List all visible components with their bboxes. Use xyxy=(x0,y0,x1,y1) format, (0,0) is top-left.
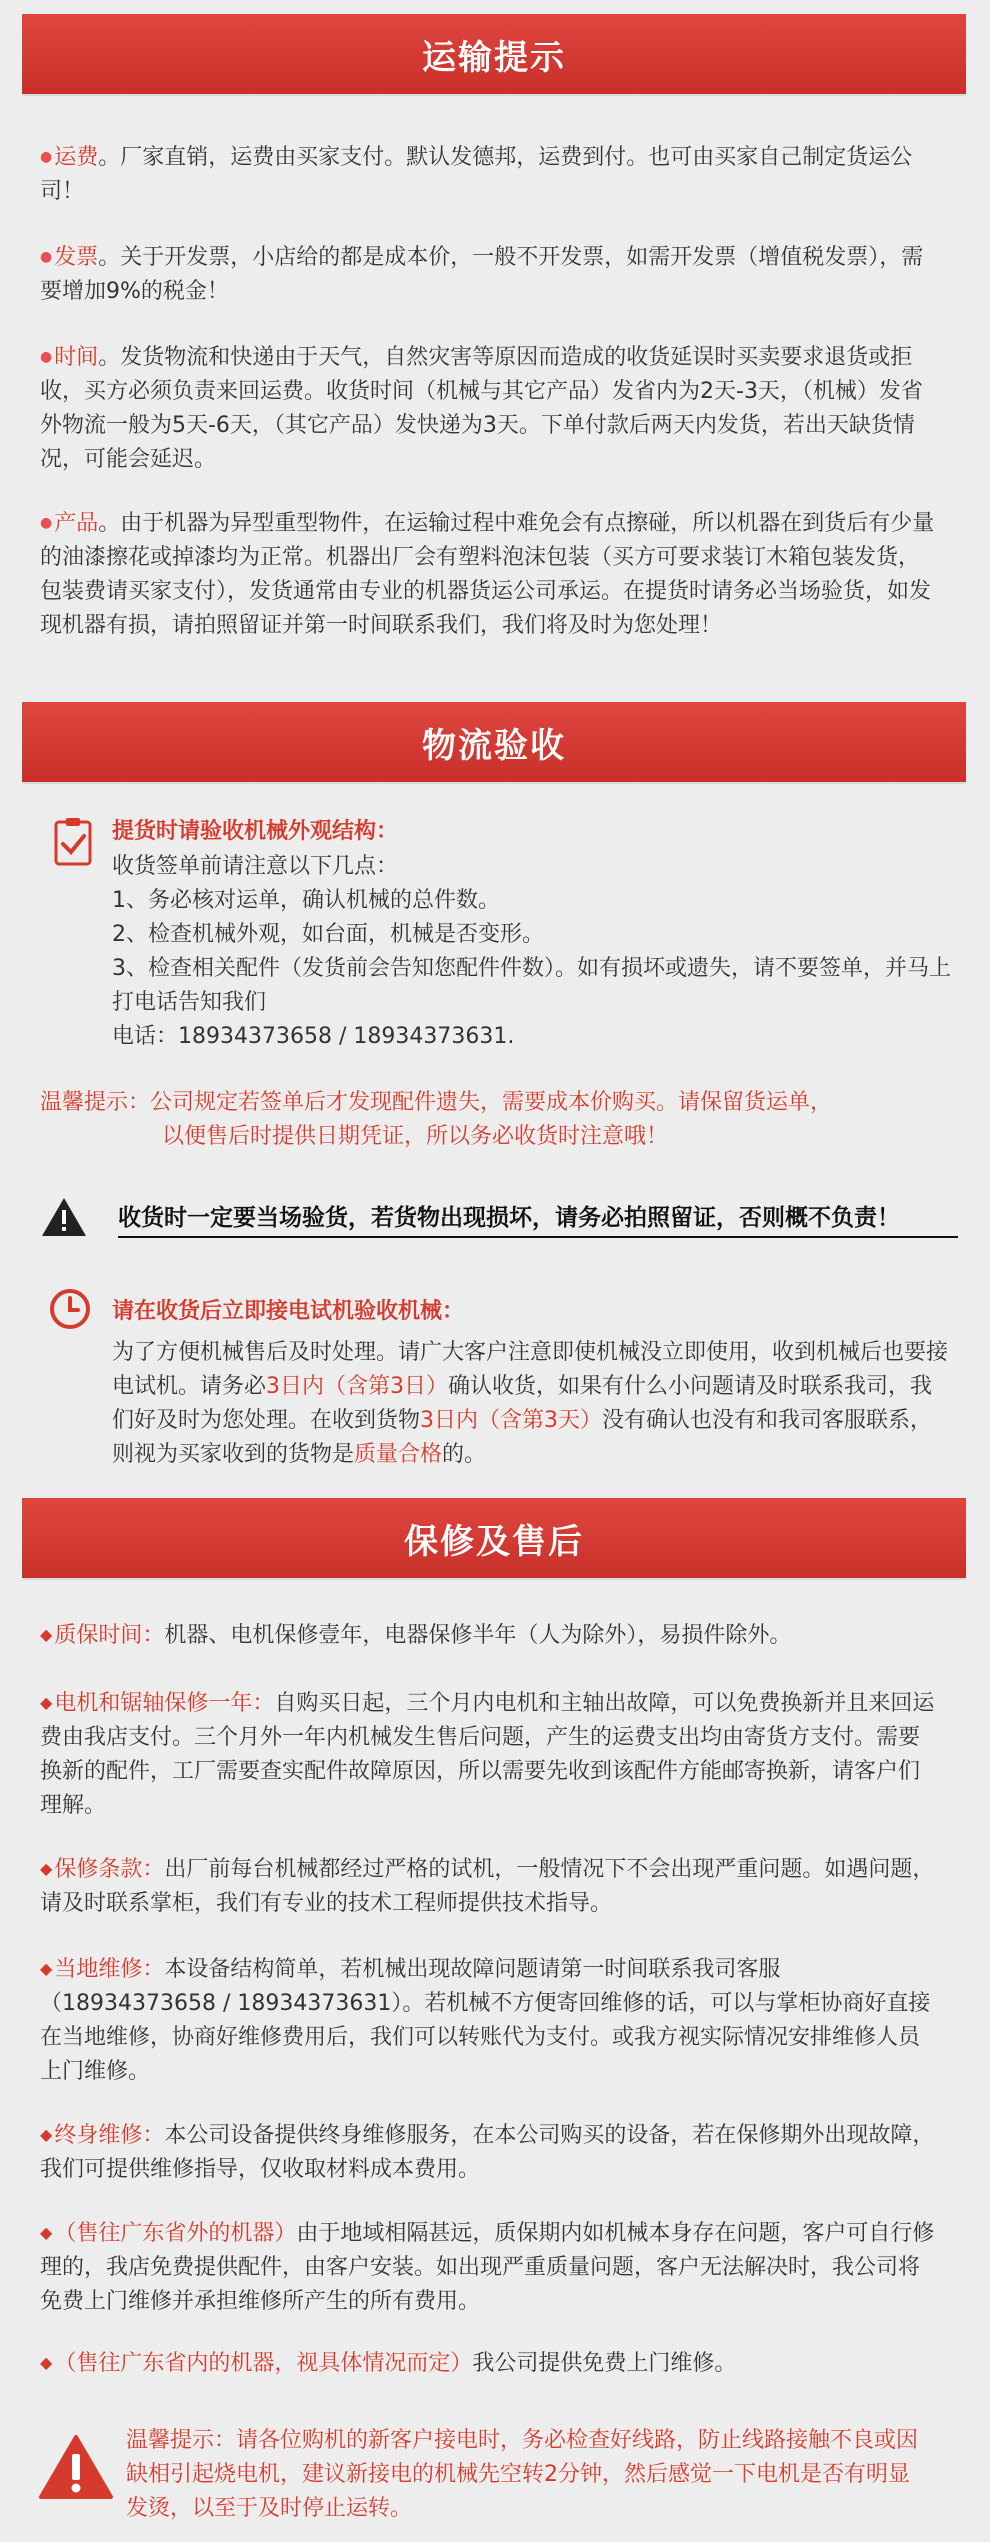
section-banner-logistics: 物流验收 xyxy=(22,702,966,782)
warranty-text: 本设备结构简单，若机械出现故障问题请第一时间联系我司客服（18934373658 / 18934373631）。若机械不方便寄回维修的话，可以与掌柜协商好直接在当地维修，协商好维修费用后，我们可以转账代为支付。或我方视实际情况安排维修人员上门维修。 xyxy=(40,1957,931,2084)
product-text: 。由于机器为异型重型物件，在运输过程中难免会有点擦碰，所以机器在到货后有少量的油漆擦花或掉漆均为正常。机器出厂会有塑料泡沫包装（买方可要求装订木箱包装发货，包装费请买家支付），发货通常由专业的机器货运公司承运。在提货时请务必当场验货，如发现机器有损，请拍照留证并第一时间联系我们，我们将及时为您处理！ xyxy=(40,511,935,638)
warranty-label: 质保时间： xyxy=(54,1623,165,1648)
bullet-icon: ● xyxy=(40,515,53,531)
warning-triangle-icon xyxy=(40,1196,88,1242)
warranty-item-2 xyxy=(40,1686,940,1823)
clipboard-check-icon xyxy=(52,816,96,872)
check-heading: 提货时请验收机械外观结构： xyxy=(112,819,399,844)
warranty-item-7 xyxy=(40,2346,940,2381)
test-heading: 请在收货后立即接电试机验收机械： xyxy=(112,1299,465,1324)
test-red-1: 3日内（含第3日） xyxy=(266,1374,449,1399)
test-text-4: 的。 xyxy=(442,1442,487,1467)
invoice-text: 。关于开发票，小店给的都是成本价，一般不开发票，如需开发票（增值税发票），需要增加9%的税金！ xyxy=(40,245,924,304)
fee-text: 。厂家直销，运费由买家支付。默认发德邦，运费到付。也可由买家自己制定货运公司！ xyxy=(40,145,913,204)
test-text-3: 没有确认也没有和我司客服联系，则视为买家收到的货物是 xyxy=(112,1408,933,1467)
bullet-icon: ● xyxy=(40,349,53,365)
warranty-label: 电机和锯轴保修一年： xyxy=(54,1691,275,1716)
time-text: 。发货物流和快递由于天气，自然灾害等原因而造成的收货延误时买卖要求退货或拒收，买方必须负责来回运费。收货时间（机械与其它产品）发省内为2天-3天，（机械）发省外物流一般为5天-6天，（其它产品）发快递为3天。下单付款后两天内发货，若出天缺货情况，可能会延迟。 xyxy=(40,345,923,472)
warranty-label: （售往广东省外的机器） xyxy=(54,2221,297,2246)
shipping-fee-paragraph xyxy=(40,140,940,209)
test-text-1: 为了方便机械售后及时处理。请广大客户注意即使机械没立即使用，收到机械后也要接电试机。请务必 xyxy=(112,1340,949,1399)
warranty-item-1 xyxy=(40,1618,940,1653)
check-item-1: 1、务必核对运单，确认机械的总件数。 xyxy=(112,888,500,913)
section-banner-warranty: 保修及售后 xyxy=(22,1498,966,1578)
product-paragraph xyxy=(40,506,940,643)
warranty-text: 自购买日起，三个月内电机和主轴出故障，可以免费换新并且来回运费由我店支付。三个月外一年内机械发生售后问题，产生的运费支出均由寄货方支付。需要换新的配件，工厂需要查实配件故障原因，所以需要先收到该配件方能邮寄换新，请客户们理解。 xyxy=(40,1691,935,1818)
warranty-text: 我公司提供免费上门维修。 xyxy=(472,2351,737,2376)
time-paragraph xyxy=(40,340,940,477)
test-paragraph xyxy=(112,1336,952,1472)
bullet-icon: ● xyxy=(40,149,53,165)
check-item-3: 3、检查相关配件（发货前会告知您配件件数）。如有损坏或遗失，请不要签单，并马上打电话告知我们 xyxy=(112,956,951,1015)
diamond-icon: ◆ xyxy=(40,2125,53,2144)
phone-text: 电话：18934373658 / 18934373631. xyxy=(112,1024,515,1049)
fee-label: 运费 xyxy=(54,145,99,170)
alert-triangle-icon xyxy=(38,2434,114,2504)
diamond-icon: ◆ xyxy=(40,1693,53,1712)
invoice-label: 发票 xyxy=(54,245,99,270)
check-intro: 收货签单前请注意以下几点： xyxy=(112,854,399,879)
warranty-item-6 xyxy=(40,2216,940,2319)
tip-line-1: 温馨提示：公司规定若签单后才发现配件遗失，需要成本价购买。请保留货运单， xyxy=(40,1090,833,1115)
warranty-item-4 xyxy=(40,1952,940,2089)
warranty-item-3 xyxy=(40,1852,940,1921)
tip-line-2: 以便售后时提供日期凭证，所以务必收货时注意哦！ xyxy=(162,1124,669,1149)
warranty-label: 保修条款： xyxy=(54,1857,165,1882)
warranty-item-5 xyxy=(40,2118,940,2187)
check-list xyxy=(112,850,952,1054)
diamond-icon: ◆ xyxy=(40,2353,53,2372)
diamond-icon: ◆ xyxy=(40,1959,53,1978)
invoice-paragraph xyxy=(40,240,940,309)
warranty-label: （售往广东省内的机器，视具体情况而定） xyxy=(54,2351,473,2376)
diamond-icon: ◆ xyxy=(40,1859,53,1878)
diamond-icon: ◆ xyxy=(40,2223,53,2242)
bullet-icon: ● xyxy=(40,249,53,265)
warranty-label: 当地维修： xyxy=(54,1957,165,1982)
test-text-2: 确认收货，如果有什么小问题请及时联系我司，我们好及时为您处理。在收到货物 xyxy=(112,1374,933,1433)
test-red-2: 3日内（含第3天） xyxy=(420,1408,603,1433)
warranty-text: 本公司设备提供终身维修服务，在本公司购买的设备，若在保修期外出现故障，我们可提供维修指导，仅收取材料成本费用。 xyxy=(40,2123,935,2182)
warranty-label: 终身维修： xyxy=(54,2123,165,2148)
time-label: 时间 xyxy=(54,345,99,370)
warranty-text: 机器、电机保修壹年，电器保修半年（人为除外），易损件除外。 xyxy=(164,1623,792,1648)
test-red-3: 质量合格 xyxy=(354,1442,443,1467)
diamond-icon: ◆ xyxy=(40,1625,53,1644)
section-banner-shipping: 运输提示 xyxy=(22,14,966,94)
warranty-text: 由于地域相隔甚远，质保期内如机械本身存在问题，客户可自行修理的，我店免费提供配件，由客户安装。如出现严重质量问题，客户无法解决时，我公司将免费上门维修并承担维修所产生的所有费用。 xyxy=(40,2221,935,2314)
product-label: 产品 xyxy=(54,511,99,536)
clock-icon xyxy=(48,1287,92,1335)
warning-text: 收货时一定要当场验货，若货物出现损坏，请务必拍照留证，否则概不负责！ xyxy=(118,1202,958,1238)
warranty-text: 出厂前每台机械都经过严格的试机，一般情况下不会出现严重问题。如遇问题，请及时联系掌柜，我们有专业的技术工程师提供技术指导。 xyxy=(40,1857,935,1916)
final-tip: 温馨提示：请各位购机的新客户接电时，务必检查好线路，防止线路接触不良或因缺相引起烧电机，建议新接电的机械先空转2分钟，然后感觉一下电机是否有明显发烫，以至于及时停止运转。 xyxy=(126,2428,919,2521)
check-item-2: 2、检查机械外观，如台面，机械是否变形。 xyxy=(112,922,544,947)
